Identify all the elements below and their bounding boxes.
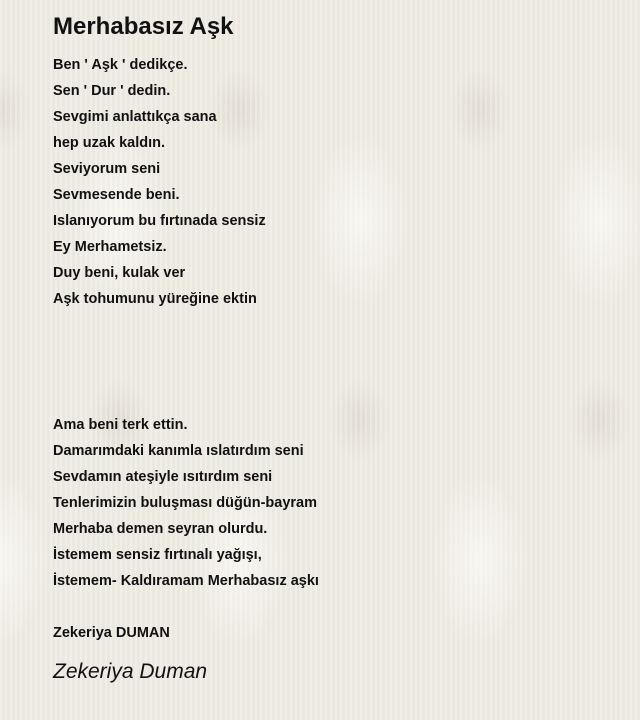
stanza-1 xyxy=(53,52,266,312)
poem-line: Tenlerimizin buluşması düğün-bayram xyxy=(53,495,317,511)
poem-line: Sen ' Dur ' dedin. xyxy=(53,83,171,99)
poem-line: Sevgimi anlattıkça sana xyxy=(53,109,217,125)
poem-line: Ama beni terk ettin. xyxy=(53,417,188,433)
poem-line: Merhaba demen seyran olurdu. xyxy=(53,521,268,537)
poem-line: hep uzak kaldın. xyxy=(53,135,165,151)
stanza-2 xyxy=(53,412,319,594)
poem-line: Sevmesende beni. xyxy=(53,187,180,203)
poem-line: Islanıyorum bu fırtınada sensiz xyxy=(53,213,266,229)
author-signature: Zekeriya Duman xyxy=(53,660,208,683)
poem-line: Ey Merhametsiz. xyxy=(53,239,167,255)
poem-line: İstemem sensiz fırtınalı yağışı, xyxy=(53,547,262,563)
poem-line: Damarımdaki kanımla ıslatırdım seni xyxy=(53,443,304,459)
poem-line: Seviyorum seni xyxy=(53,161,161,177)
poem-line: Aşk tohumunu yüreğine ektin xyxy=(53,291,257,307)
poem-title: Merhabasız Aşk xyxy=(53,13,234,40)
poem-line: İstemem- Kaldıramam Merhabasız aşkı xyxy=(53,573,319,589)
poem-author: Zekeriya DUMAN xyxy=(53,625,170,641)
poem-line: Sevdamın ateşiyle ısıtırdım seni xyxy=(53,469,273,485)
poem-line: Ben ' Aşk ' dedikçe. xyxy=(53,57,188,73)
poem-line: Duy beni, kulak ver xyxy=(53,265,186,281)
